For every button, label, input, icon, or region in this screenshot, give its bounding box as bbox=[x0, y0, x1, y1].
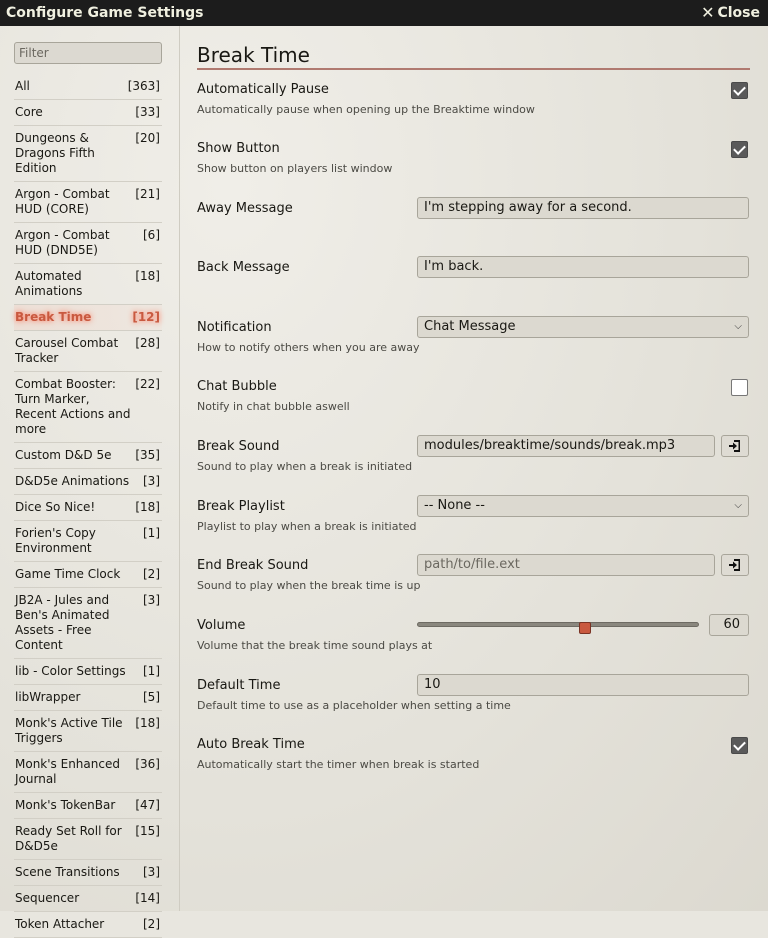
end-break-sound-input[interactable]: path/to/file.ext bbox=[417, 554, 715, 576]
category-count: [18] bbox=[135, 500, 160, 514]
category-name: Scene Transitions bbox=[15, 865, 120, 879]
close-label: Close bbox=[717, 5, 760, 21]
category-count: [20] bbox=[135, 131, 160, 145]
category-name: Forien's Copy Environment bbox=[15, 526, 96, 555]
category-item[interactable] bbox=[14, 264, 162, 305]
category-count: [3] bbox=[143, 593, 160, 607]
setting-label: Notification bbox=[197, 320, 272, 335]
setting-auto-break-time bbox=[197, 737, 750, 797]
category-count: [2] bbox=[143, 917, 160, 931]
category-name: D&D5e Animations bbox=[15, 474, 130, 488]
category-count: [2] bbox=[143, 567, 160, 581]
setting-label: Back Message bbox=[197, 260, 290, 275]
category-name: Token Attacher bbox=[15, 917, 105, 931]
setting-label: Chat Bubble bbox=[197, 379, 277, 394]
auto-break-time-checkbox[interactable] bbox=[731, 737, 748, 754]
setting-hint: Sound to play when the break time is up bbox=[197, 579, 421, 592]
file-import-icon bbox=[728, 439, 742, 453]
category-item[interactable] bbox=[14, 685, 162, 711]
category-item[interactable] bbox=[14, 819, 162, 860]
end-break-sound-file-picker-button[interactable] bbox=[721, 554, 749, 576]
setting-label: Break Sound bbox=[197, 439, 280, 454]
category-name: Argon - Combat HUD (DND5E) bbox=[15, 228, 110, 257]
volume-slider-handle[interactable] bbox=[579, 622, 591, 634]
category-item[interactable] bbox=[14, 711, 162, 752]
away-message-input[interactable]: I'm stepping away for a second. bbox=[417, 197, 749, 219]
category-item[interactable] bbox=[14, 495, 162, 521]
setting-hint: Notify in chat bubble aswell bbox=[197, 400, 350, 413]
category-count: [33] bbox=[135, 105, 160, 119]
section-title: Break Time bbox=[197, 44, 750, 70]
category-count: [14] bbox=[135, 891, 160, 905]
category-name: JB2A - Jules and Ben's Animated Assets - Free Content bbox=[15, 593, 110, 652]
category-count: [47] bbox=[135, 798, 160, 812]
window-titlebar[interactable] bbox=[0, 0, 768, 26]
chevron-down-icon: ⌵ bbox=[734, 321, 742, 332]
setting-hint: Playlist to play when a break is initiated bbox=[197, 520, 417, 533]
setting-hint: Sound to play when a break is initiated bbox=[197, 460, 413, 473]
category-count: [3] bbox=[143, 474, 160, 488]
category-name: Break Time bbox=[15, 310, 92, 324]
category-count: [28] bbox=[135, 336, 160, 350]
setting-label: Away Message bbox=[197, 201, 293, 216]
category-count: [5] bbox=[143, 690, 160, 704]
setting-hint: How to notify others when you are away bbox=[197, 341, 420, 354]
category-count: [6] bbox=[143, 228, 160, 242]
setting-label: End Break Sound bbox=[197, 558, 309, 573]
setting-hint: Automatically pause when opening up the Breaktime window bbox=[197, 103, 535, 116]
setting-show-button bbox=[197, 141, 750, 201]
category-count: [3] bbox=[143, 865, 160, 879]
category-count: [15] bbox=[135, 824, 160, 838]
setting-notification bbox=[197, 320, 750, 379]
notification-select[interactable] bbox=[417, 316, 749, 338]
category-item[interactable] bbox=[14, 331, 162, 372]
setting-hint: Volume that the break time sound plays at bbox=[197, 639, 433, 652]
back-message-input[interactable]: I'm back. bbox=[417, 256, 749, 278]
category-count: [12] bbox=[132, 310, 160, 324]
category-item[interactable] bbox=[14, 562, 162, 588]
category-name: Automated Animations bbox=[15, 269, 83, 298]
category-item[interactable] bbox=[14, 372, 162, 443]
category-item[interactable] bbox=[14, 521, 162, 562]
category-count: [363] bbox=[127, 79, 160, 93]
category-name: Carousel Combat Tracker bbox=[15, 336, 119, 365]
setting-default-time bbox=[197, 678, 750, 737]
setting-label: Automatically Pause bbox=[197, 82, 329, 97]
setting-break-sound bbox=[197, 439, 750, 499]
category-item[interactable] bbox=[14, 305, 162, 331]
file-import-icon bbox=[728, 558, 742, 572]
chevron-down-icon: ⌵ bbox=[734, 500, 742, 511]
category-count: [1] bbox=[143, 664, 160, 678]
category-name: All bbox=[15, 79, 30, 93]
category-name: lib - Color Settings bbox=[15, 664, 126, 678]
setting-volume bbox=[197, 618, 750, 678]
category-count: [35] bbox=[135, 448, 160, 462]
category-count: [18] bbox=[135, 716, 160, 730]
filter-input[interactable] bbox=[14, 42, 162, 64]
category-item[interactable] bbox=[14, 126, 162, 182]
category-name: Core bbox=[15, 105, 43, 119]
setting-chat-bubble bbox=[197, 379, 750, 439]
volume-value: 60 bbox=[709, 614, 749, 636]
setting-hint: Automatically start the timer when break is started bbox=[197, 758, 480, 771]
category-name: Custom D&D 5e bbox=[15, 448, 112, 462]
select-value: -- None -- bbox=[424, 498, 485, 513]
category-name: Ready Set Roll for D&D5e bbox=[15, 824, 122, 853]
category-count: [22] bbox=[135, 377, 160, 391]
default-time-input[interactable]: 10 bbox=[417, 674, 749, 696]
category-count: [18] bbox=[135, 269, 160, 283]
category-name: libWrapper bbox=[15, 690, 81, 704]
setting-hint: Default time to use as a placeholder when setting a time bbox=[197, 699, 511, 712]
category-name: Argon - Combat HUD (CORE) bbox=[15, 187, 110, 216]
break-sound-input[interactable]: modules/breaktime/sounds/break.mp3 bbox=[417, 435, 715, 457]
category-item[interactable] bbox=[14, 443, 162, 469]
setting-label: Show Button bbox=[197, 141, 280, 156]
auto-pause-checkbox[interactable] bbox=[731, 82, 748, 99]
volume-slider[interactable] bbox=[417, 622, 699, 627]
category-item[interactable] bbox=[14, 182, 162, 223]
settings-panel bbox=[181, 26, 768, 911]
category-name: Monk's Active Tile Triggers bbox=[15, 716, 123, 745]
close-icon: ✕ bbox=[701, 3, 715, 22]
setting-label: Break Playlist bbox=[197, 499, 285, 514]
category-item[interactable] bbox=[14, 860, 162, 886]
setting-label: Default Time bbox=[197, 678, 281, 693]
category-name: Monk's Enhanced Journal bbox=[15, 757, 120, 786]
category-name: Sequencer bbox=[15, 891, 80, 905]
setting-away-message bbox=[197, 201, 750, 260]
chat-bubble-checkbox[interactable] bbox=[731, 379, 748, 396]
show-button-checkbox[interactable] bbox=[731, 141, 748, 158]
setting-label: Volume bbox=[197, 618, 246, 633]
category-name: Monk's TokenBar bbox=[15, 798, 116, 812]
category-item[interactable] bbox=[14, 74, 162, 100]
category-item[interactable] bbox=[14, 752, 162, 793]
window-title: Configure Game Settings bbox=[6, 5, 204, 21]
category-count: [36] bbox=[135, 757, 160, 771]
break-playlist-select[interactable] bbox=[417, 495, 749, 517]
close-button[interactable] bbox=[701, 5, 760, 21]
category-item[interactable] bbox=[14, 100, 162, 126]
setting-auto-pause bbox=[197, 82, 750, 141]
category-sidebar bbox=[0, 26, 180, 931]
category-item[interactable] bbox=[14, 886, 162, 912]
category-item[interactable] bbox=[14, 912, 162, 938]
category-item[interactable] bbox=[14, 659, 162, 685]
break-sound-file-picker-button[interactable] bbox=[721, 435, 749, 457]
category-item[interactable] bbox=[14, 588, 162, 659]
category-name: Combat Booster: Turn Marker, Recent Actions and more bbox=[15, 377, 131, 436]
category-item[interactable] bbox=[14, 469, 162, 495]
category-list bbox=[14, 74, 165, 938]
select-value: Chat Message bbox=[424, 319, 516, 334]
category-name: Dungeons & Dragons Fifth Edition bbox=[15, 131, 95, 175]
category-item[interactable] bbox=[14, 793, 162, 819]
category-name: Game Time Clock bbox=[15, 567, 121, 581]
setting-hint: Show button on players list window bbox=[197, 162, 393, 175]
setting-break-playlist bbox=[197, 499, 750, 558]
setting-end-break-sound bbox=[197, 558, 750, 618]
category-count: [21] bbox=[135, 187, 160, 201]
setting-back-message bbox=[197, 260, 750, 320]
category-count: [1] bbox=[143, 526, 160, 540]
category-item[interactable] bbox=[14, 223, 162, 264]
category-name: Dice So Nice! bbox=[15, 500, 96, 514]
setting-label: Auto Break Time bbox=[197, 737, 305, 752]
